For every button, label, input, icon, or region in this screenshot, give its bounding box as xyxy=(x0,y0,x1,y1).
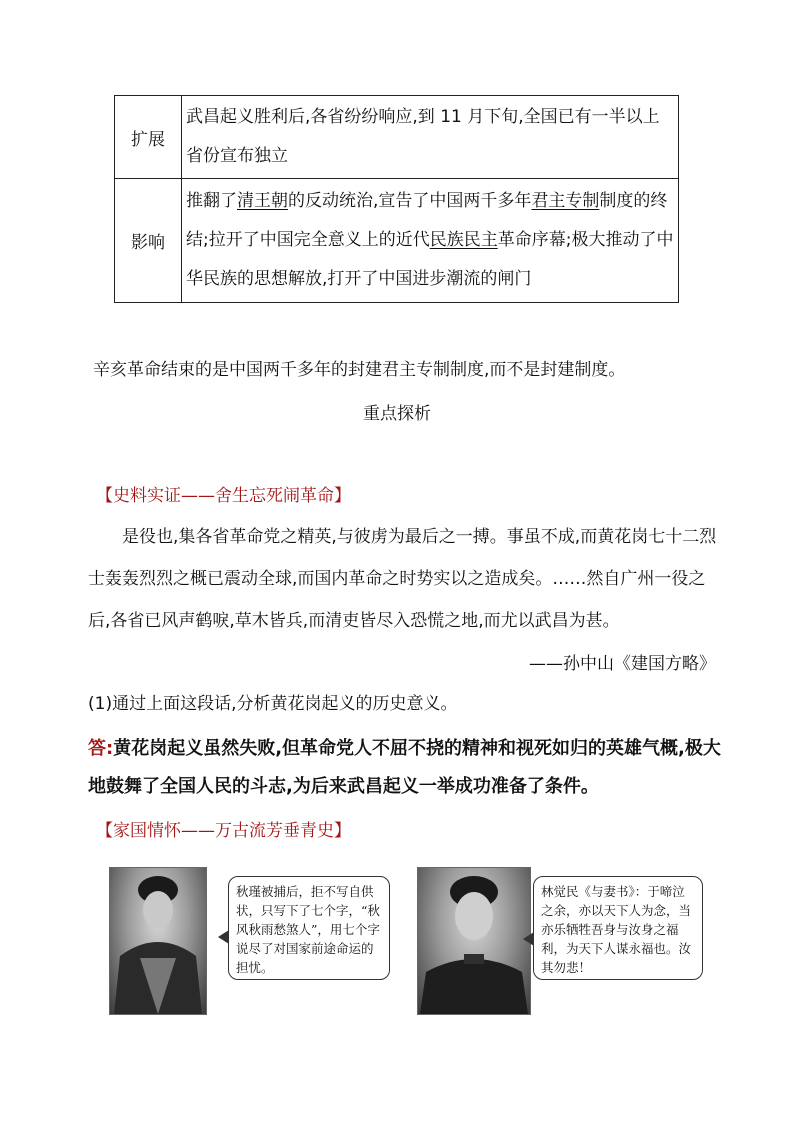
portrait-silhouette-icon xyxy=(110,868,206,1014)
portrait-linjuemin-image xyxy=(417,867,531,1015)
block2-title: 【家国情怀——万古流芳垂青史】 xyxy=(96,821,351,841)
section-title: 重点探析 xyxy=(363,404,431,424)
row-header-impact: 影响 xyxy=(115,179,182,303)
portrait-qiujin-image xyxy=(109,867,207,1015)
impact-keyword-monarchy: 君主专制 xyxy=(531,191,600,211)
bubble-tail-right xyxy=(523,932,534,946)
speech-bubble-qiujin: 秋瑾被捕后，拒不写自供状，只写下了七个字，“秋风秋雨愁煞人”，用七个字说尽了对国家前途命运的担忧。 xyxy=(228,876,390,980)
expansion-text: 武昌起义胜利后,各省纷纷响应,到 11 月下旬,全国已有一半以上省份宣布独立 xyxy=(186,107,660,166)
portrait-silhouette-icon-2 xyxy=(418,868,530,1014)
row-header-expansion: 扩展 xyxy=(115,96,182,179)
impact-text-4: 革命序幕;极大推动了中华民族的思想解放,打开了中国进步潮流的闸门 xyxy=(186,230,674,289)
block1-title: 【史料实证——舍生忘死闹革命】 xyxy=(96,486,351,506)
impact-keyword-qing: 清王朝 xyxy=(237,191,288,211)
impact-text-3: 制度的终结;拉开了中国完全意义上的近代 xyxy=(186,191,668,250)
block1-quote: 是役也,集各省革命党之精英,与彼虏为最后之一搏。事虽不成,而黄花岗七十二烈士轰轰烈烈之概已震动全球,而国内革命之时势实以之造成矣。……然自广州一役之后,各省已风声鹤唳,草木皆兵,而清吏皆尽入恐慌之地,而尤以武昌为甚。 xyxy=(88,527,717,631)
block1-source: ——孙中山《建国方略》 xyxy=(529,654,716,674)
table-row-impact xyxy=(115,179,679,303)
speech-bubble-linjuemin: 林觉民《与妻书》：于啼泣之余，亦以天下人为念，当亦乐牺牲吾身与汝身之福利，为天下人谋永福也。汝其勿悲！ xyxy=(533,876,703,980)
block1-question: (1)通过上面这段话,分析黄花岗起义的历史意义。 xyxy=(88,694,458,714)
table-row-expansion xyxy=(115,96,679,179)
answer-label: 答: xyxy=(88,738,114,759)
impact-keyword-democracy: 民族民主 xyxy=(429,230,498,250)
summary-table xyxy=(114,95,679,303)
row-content-expansion xyxy=(182,96,679,179)
impact-text-2: 的反动统治,宣告了中国两千多年 xyxy=(288,191,532,211)
row-content-impact xyxy=(182,179,679,303)
note-text: 辛亥革命结束的是中国两千多年的封建君主专制制度,而不是封建制度。 xyxy=(93,360,626,380)
block1-answer xyxy=(88,730,724,806)
answer-text: 黄花岗起义虽然失败,但革命党人不屈不挠的精神和视死如归的英雄气概,极大地鼓舞了全国人民的斗志,为后来武昌起义一举成功准备了条件。 xyxy=(88,738,721,797)
bubble-tail-left xyxy=(218,930,229,944)
impact-text-1: 推翻了 xyxy=(186,191,237,211)
